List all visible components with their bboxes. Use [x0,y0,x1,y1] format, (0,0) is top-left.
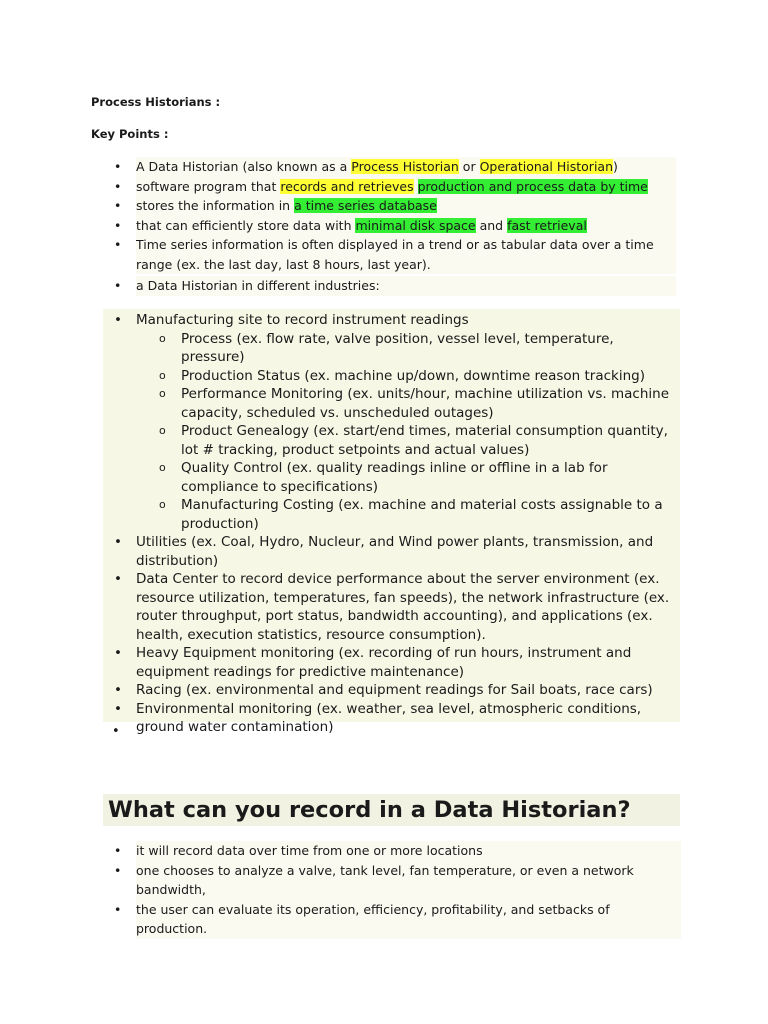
bullet-icon: o [159,368,166,382]
industry-item [114,644,681,681]
industry-text: Data Center to record device performance about the server environment (ex. resource utilization, temperatures, fan speeds), the network infrastructure (ex. router throughput, port status, bandwidth accounting), and applications (ex. health, execution statistics, resource consumption). [136,571,670,643]
industry-text: Utilities (ex. Coal, Hydro, Nucleur, and Wind power plants, transmission, and distribution) [136,534,654,569]
section-heading: What can you record in a Data Historian? [108,797,631,823]
bullet-icon: • [114,700,122,717]
industry-text: Heavy Equipment monitoring (ex. recording of run hours, instrument and equipment readings for predictive maintenance) [136,645,632,680]
sub-item-text: Manufacturing Costing (ex. machine and material costs assignable to a production) [181,497,663,532]
text-segment: and [475,217,508,233]
bullet-icon: • [114,198,122,213]
key-point-item [114,216,676,236]
industry-item [114,311,681,533]
bullet-icon: • [114,278,122,293]
sub-item-text: Process (ex. flow rate, valve position, vessel level, temperature, pressure) [181,330,614,365]
bullet-icon: • [114,534,122,550]
text-segment: ) [613,159,618,174]
sub-item [159,496,681,533]
record-point-text: one chooses to analyze a valve, tank level, fan temperature, or even a network bandwidth, [136,862,634,897]
text-segment: a Data Historian in different industries: [136,278,380,293]
sub-item-text: Product Genealogy (ex. start/end times, material consumption quantity, lot # tracking, product setpoints and actual values) [181,423,668,458]
sub-item-text: Production Status (ex. machine up/down, downtime reason tracking) [181,367,646,384]
page-title: Process Historians : [91,95,221,109]
industry-text: Manufacturing site to record instrument readings [136,312,469,328]
industry-item [114,570,681,644]
key-point-item [114,276,676,296]
bullet-icon: • [114,645,122,661]
key-point-item [114,196,676,216]
text-segment: A Data Historian (also known as a [136,159,352,174]
industry-item [114,700,681,737]
bullet-icon: o [159,461,166,474]
record-point-item [114,861,681,900]
highlighted-text: minimal disk space [355,217,476,233]
key-point-item [114,235,676,274]
bullet-icon: • [114,217,122,233]
record-point-item [114,900,681,939]
sub-item [159,385,681,422]
industry-item [114,533,681,570]
industry-text: Environmental monitoring (ex. weather, sea level, atmospheric conditions, ground water contamination) [136,700,642,735]
sub-item-text: Quality Control (ex. quality readings inline or offline in a lab for compliance to specifications) [181,460,608,495]
record-points-list [114,841,681,939]
industries-list [114,311,681,737]
record-point-text: the user can evaluate its operation, efficiency, profitability, and setbacks of production. [136,901,610,936]
text-segment: or [458,159,480,174]
text-segment: Time series information is often displayed in a trend or as tabular data over a time range (ex. the last day, last 8 hours, last year). [136,237,654,272]
text-segment: stores the information in [136,198,295,213]
highlighted-text: Process Historian [351,159,459,174]
bullet-icon: • [114,682,122,698]
key-point-item [114,177,676,197]
highlighted-text: Operational Historian [479,159,614,174]
text-segment: software program that [136,178,281,194]
key-points-list [114,157,676,296]
bullet-icon: • [114,159,122,174]
sub-item [159,367,681,386]
bullet-icon: • [114,178,122,194]
industry-text: Racing (ex. environmental and equipment readings for Sail boats, race cars) [136,682,653,698]
key-point-item [114,157,676,177]
empty-bullet: • [112,724,120,739]
bullet-icon: • [114,312,122,328]
bullet-icon: o [159,331,166,345]
industry-item [114,681,681,700]
bullet-icon: • [114,571,122,587]
bullet-icon: • [114,862,122,878]
record-point-item [114,841,681,861]
sub-item [159,459,681,496]
record-point-text: it will record data over time from one or more locations [136,843,483,858]
text-segment [414,179,418,194]
bullet-icon: o [159,424,166,437]
sub-item [159,330,681,367]
bullet-icon: o [159,498,166,511]
bullet-icon: • [114,237,122,252]
bullet-icon: o [159,387,166,400]
sub-item-text: Performance Monitoring (ex. units/hour, machine utilization vs. machine capacity, scheduled vs. unscheduled outages) [181,386,670,421]
highlighted-text: production and process data by time [417,178,648,194]
key-points-label: Key Points : [91,127,169,141]
bullet-icon: • [114,843,122,858]
highlighted-text: records and retrieves [280,178,414,194]
sub-item [159,422,681,459]
sub-list [136,330,681,534]
highlighted-text: fast retrieval [507,217,587,233]
highlighted-text: a time series database [294,198,437,213]
text-segment: that can efficiently store data with [136,217,356,233]
bullet-icon: • [114,901,122,917]
